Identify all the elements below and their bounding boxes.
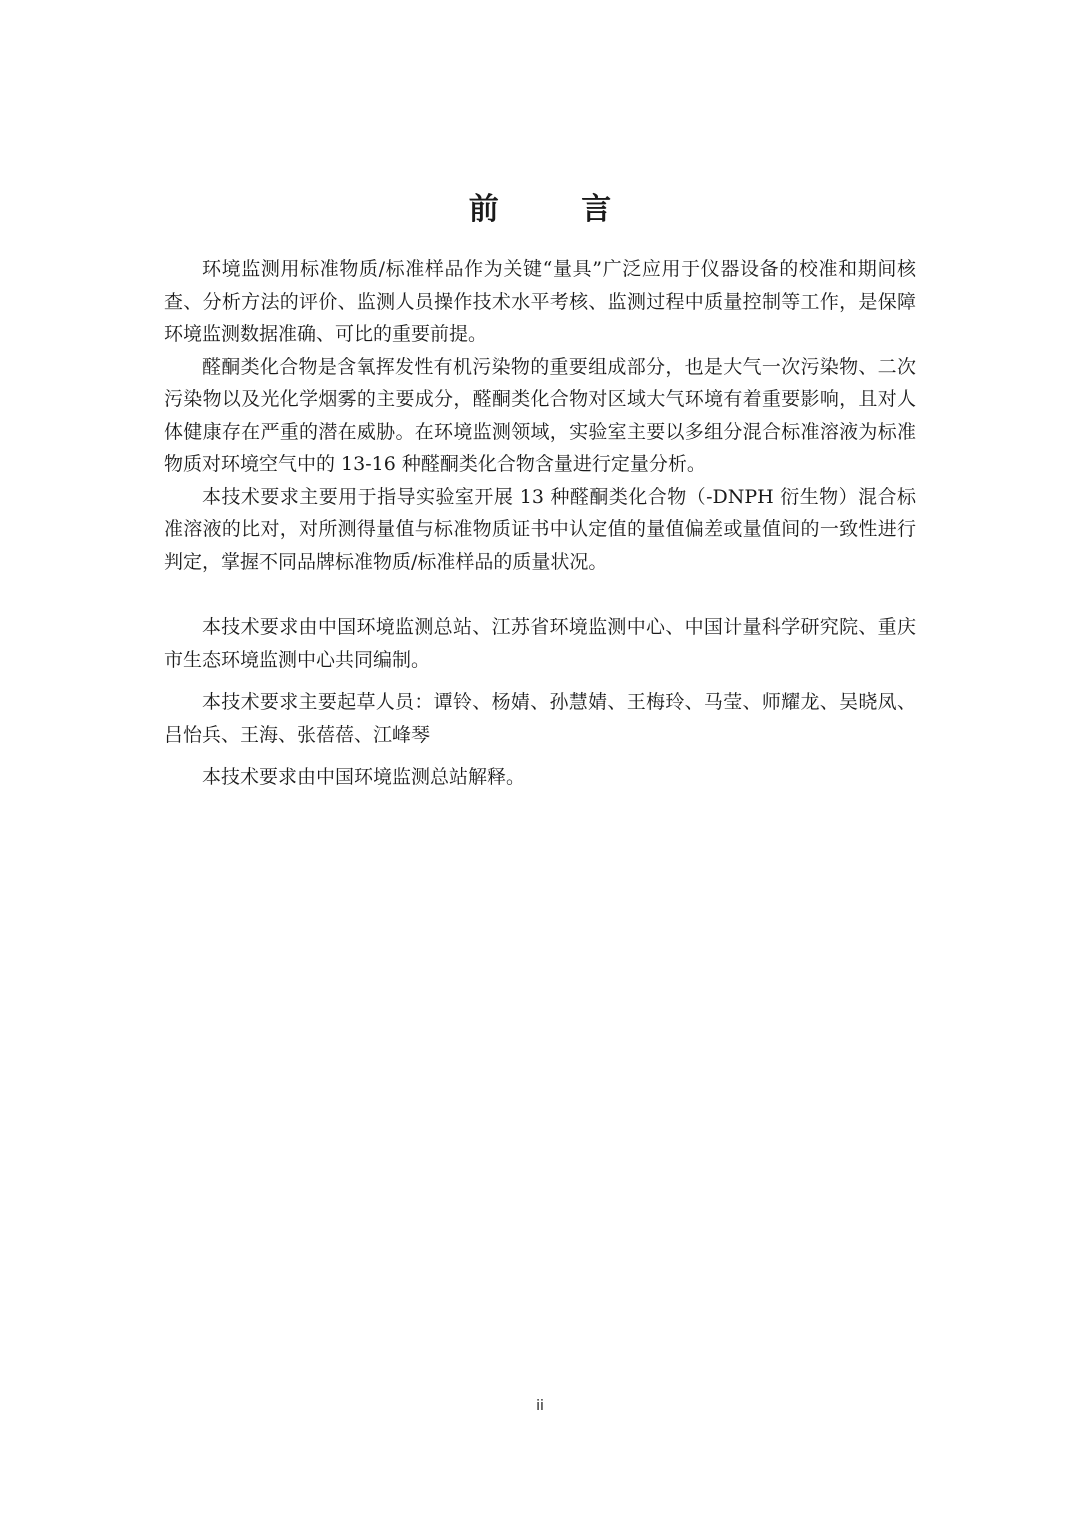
page-title: 前 言 [468, 192, 648, 227]
paragraph-3: 本技术要求主要用于指导实验室开展 13 种醛酮类化合物（-DNPH 衍生物）混合标准溶液的比对，对所测得量值与标准物质证书中认定值的量值偏差或量值间的一致性进行判定，掌握不同品牌标准物质/标准样品的质量状况。 [164, 485, 916, 573]
paragraph-2: 醛酮类化合物是含氧挥发性有机污染物的重要组成部分，也是大气一次污染物、二次污染物以及光化学烟雾的主要成分，醛酮类化合物对区域大气环境有着重要影响，且对人体健康存在严重的潜在威胁。在环境监测领域，实验室主要以多组分混合标准溶液为标准物质对环境空气中的 13-16 种醛酮类化合物含量进行定量分析。 [164, 355, 916, 475]
page-number: ii [536, 1398, 544, 1414]
credit-compilers: 本技术要求由中国环境监测总站、江苏省环境监测中心、中国计量科学研究院、重庆市生态环境监测中心共同编制。 [164, 616, 916, 671]
paragraph-1: 环境监测用标准物质/标准样品作为关键“量具”广泛应用于仪器设备的校准和期间核查、分析方法的评价、监测人员操作技术水平考核、监测过程中质量控制等工作，是保障环境监测数据准确、可比的重要前提。 [164, 258, 916, 345]
credit-drafters: 本技术要求主要起草人员：谭铃、杨婧、孙慧婧、王梅玲、马莹、师耀龙、吴晓凤、吕怡兵、王海、张蓓蓓、江峰琴 [164, 691, 916, 746]
foreword-body [164, 253, 916, 578]
credit-interpretation: 本技术要求由中国环境监测总站解释。 [202, 766, 526, 788]
credits-section [164, 611, 916, 804]
